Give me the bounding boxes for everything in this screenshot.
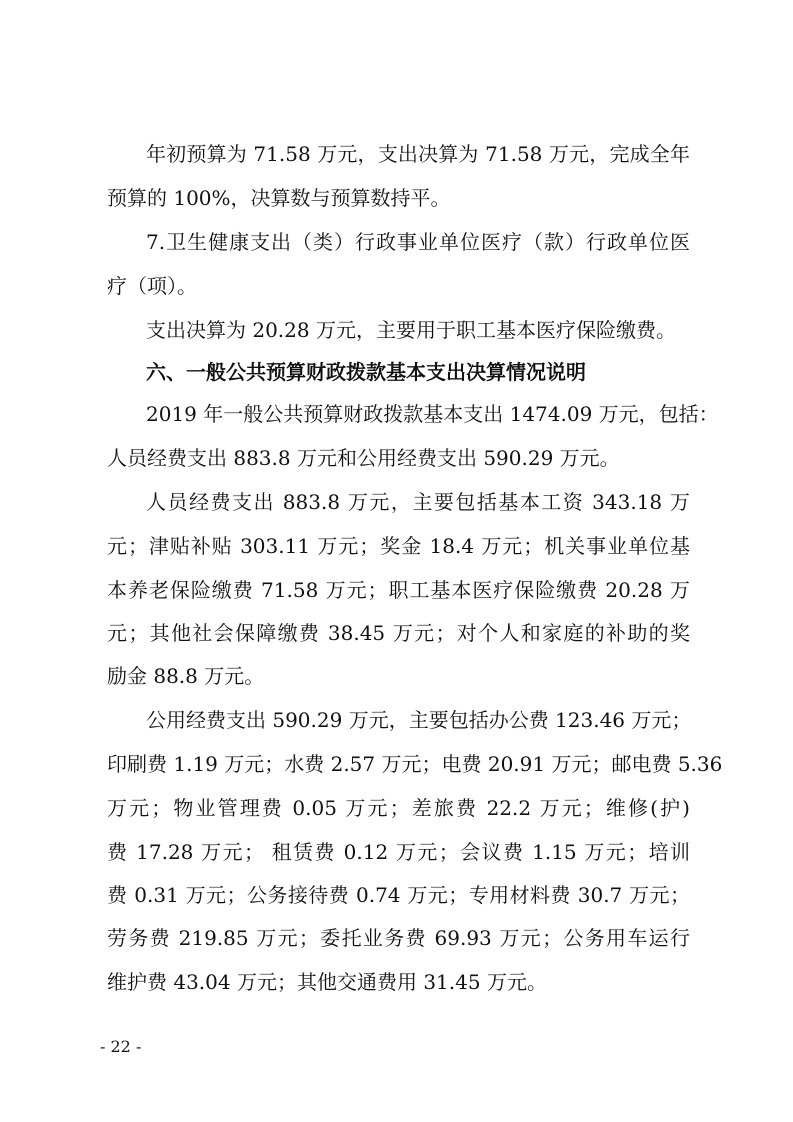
page-number: - 22 - [100,1037,142,1056]
paragraph-personnel-expense-line: 元；其他社会保障缴费 38.45 万元；对个人和家庭的补助的奖 [107,621,690,645]
paragraph-public-expense-line: 公用经费支出 590.29 万元，主要包括办公费 123.46 万元； [146,708,692,732]
section-six-heading: 六、一般公共预算财政拨款基本支出决算情况说明 [146,360,586,384]
paragraph-public-expense-line: 费 0.31 万元；公务接待费 0.74 万元；专用材料费 30.7 万元； [107,883,690,907]
paragraph-pension-budget-line: 年初预算为 71.58 万元，支出决算为 71.58 万元，完成全年 [146,142,690,166]
paragraph-basic-expenditure-line: 2019 年一般公共预算财政拨款基本支出 1474.09 万元，包括： [146,402,719,426]
paragraph-personnel-expense-line: 本养老保险缴费 71.58 万元；职工基本医疗保险缴费 20.28 万 [107,578,690,602]
paragraph-personnel-expense-line: 元；津贴补贴 303.11 万元；奖金 18.4 万元；机关事业单位基 [107,534,690,558]
paragraph-health-expense: 支出决算为 20.28 万元，主要用于职工基本医疗保险缴费。 [146,318,676,342]
paragraph-personnel-expense-line: 励金 88.8 万元。 [107,664,265,688]
paragraph-public-expense-line: 费 17.28 万元； 租赁费 0.12 万元；会议费 1.15 万元；培训 [107,840,690,864]
paragraph-basic-expenditure-line: 人员经费支出 883.8 万元和公用经费支出 590.29 万元。 [107,446,620,470]
paragraph-public-expense-line: 印刷费 1.19 万元；水费 2.57 万元；电费 20.91 万元；邮电费 5.36 [107,752,723,776]
paragraph-pension-budget-line: 预算的 100%，决算数与预算数持平。 [107,186,451,210]
paragraph-public-expense-line: 劳务费 219.85 万元；委托业务费 69.93 万元；公务用车运行 [107,926,690,950]
paragraph-public-expense-line: 万元；物业管理费 0.05 万元；差旅费 22.2 万元；维修(护) [107,796,690,820]
paragraph-public-expense-line: 维护费 43.04 万元；其他交通费用 31.45 万元。 [107,970,547,994]
paragraph-health-item-line: 7.卫生健康支出（类）行政事业单位医疗（款）行政单位医 [146,230,690,254]
paragraph-health-item-line: 疗（项）。 [107,274,197,298]
paragraph-personnel-expense-line: 人员经费支出 883.8 万元，主要包括基本工资 343.18 万 [146,490,690,514]
